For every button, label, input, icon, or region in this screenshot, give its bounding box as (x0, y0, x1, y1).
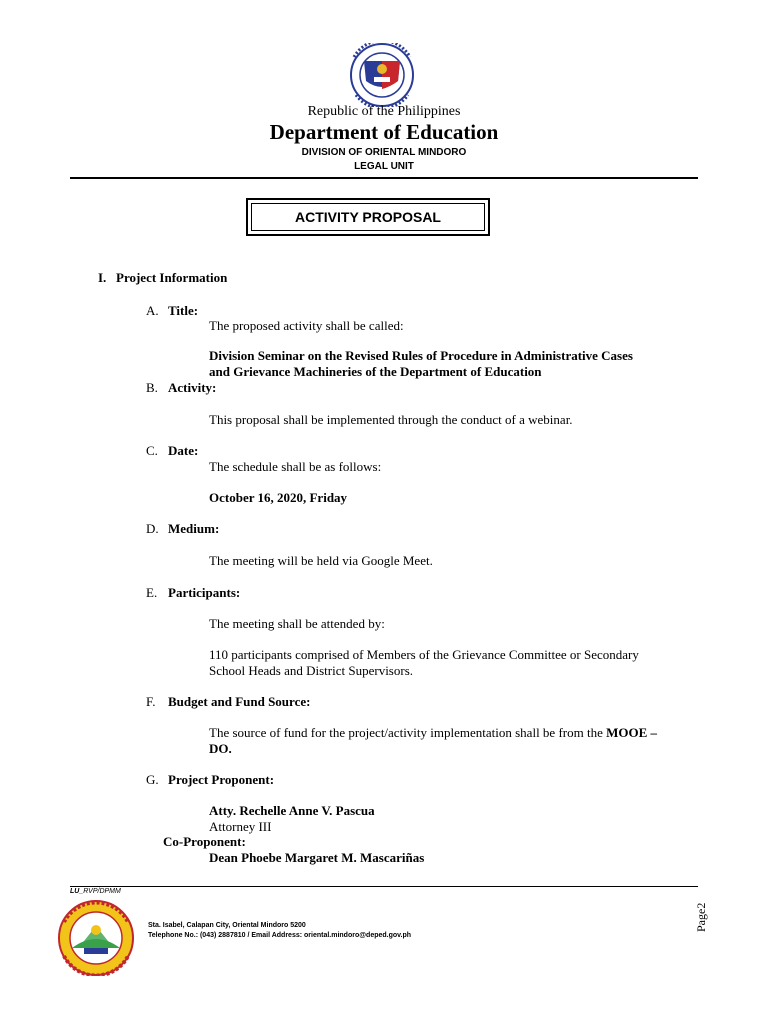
page-number: Page2 (694, 902, 708, 932)
item-b-text: This proposal shall be implemented through the conduct of a webinar. (209, 412, 573, 427)
division-logo-icon (50, 900, 142, 976)
proponent-name: Atty. Rechelle Anne V. Pascua (209, 803, 375, 818)
item-a-title-line1: Division Seminar on the Revised Rules of Procedure in Administrative Cases (209, 348, 633, 363)
item-f-bold-line2: DO. (209, 741, 232, 756)
department-name: Department of Education (269, 120, 499, 144)
item-c-intro: The schedule shall be as follows: (209, 459, 382, 474)
item-f-text: The source of fund for the project/activity implementation shall be from the (209, 725, 603, 740)
footer-address: Sta. Isabel, Calapan City, Oriental Mindoro 5200 (148, 922, 306, 929)
document-code (70, 888, 121, 895)
item-a-letter: A. (146, 303, 159, 318)
co-proponent-label: Co-Proponent: (163, 834, 246, 849)
section-title: Project Information (116, 270, 228, 285)
co-proponent-name: Dean Phoebe Margaret M. Mascariñas (209, 850, 425, 865)
proponent-position: Attorney III (209, 819, 272, 834)
item-a-title-line2: and Grievance Machineries of the Department of Education (209, 364, 542, 379)
section-numeral: I. (98, 270, 107, 285)
item-d-label: Medium: (168, 521, 220, 536)
item-d-text: The meeting will be held via Google Meet. (209, 553, 433, 568)
item-f-bold-tail: MOOE – (606, 725, 658, 740)
item-e-line2: School Heads and District Supervisors. (209, 663, 414, 678)
item-e-label: Participants: (168, 585, 241, 600)
header-divider (70, 177, 698, 179)
deped-seal-icon (334, 43, 430, 107)
item-c-label: Date: (168, 443, 199, 458)
footer-divider (70, 886, 698, 887)
item-f-label: Budget and Fund Source: (168, 694, 311, 709)
item-d-letter: D. (146, 521, 159, 536)
document-code-prefix: LU (70, 888, 80, 895)
title-box (246, 198, 490, 236)
item-b-letter: B. (146, 380, 158, 395)
item-f-letter: F. (146, 694, 156, 709)
item-f-line1 (209, 725, 657, 741)
republic-line: Republic of the Philippines (307, 104, 461, 119)
item-c-date: October 16, 2020, Friday (209, 490, 348, 505)
item-e-intro: The meeting shall be attended by: (209, 616, 385, 631)
item-a-intro: The proposed activity shall be called: (209, 318, 404, 333)
item-a-label: Title: (168, 303, 199, 318)
item-g-label: Project Proponent: (168, 772, 275, 787)
title-box-label: ACTIVITY PROPOSAL (295, 209, 441, 225)
item-g-letter: G. (146, 772, 159, 787)
footer-contact: Telephone No.: (043) 2887810 / Email Address: oriental.mindoro@deped.gov.ph (148, 932, 412, 939)
document-code-suffix: _RVP/DPMM (79, 888, 121, 895)
division-name: DIVISION OF ORIENTAL MINDORO (301, 147, 467, 158)
item-e-letter: E. (146, 585, 158, 600)
item-e-line1: 110 participants comprised of Members of the Grievance Committee or Secondary (209, 647, 639, 662)
unit-name: LEGAL UNIT (354, 161, 414, 172)
item-c-letter: C. (146, 443, 158, 458)
item-b-label: Activity: (168, 380, 217, 395)
